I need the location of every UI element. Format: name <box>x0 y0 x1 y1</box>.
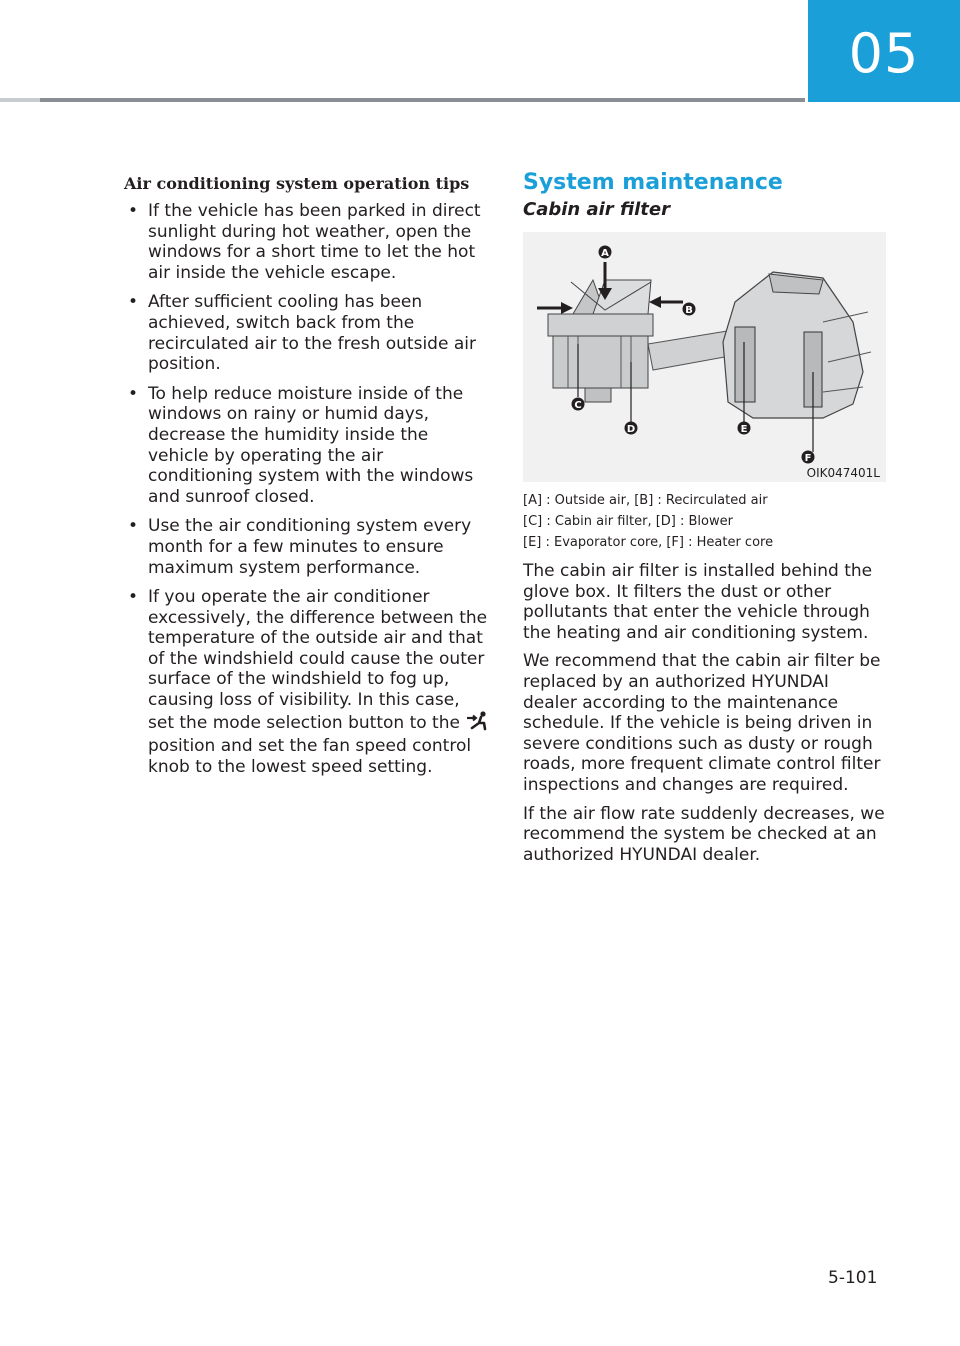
subsection-title: Cabin air filter <box>523 199 670 220</box>
bullet-icon: • <box>128 516 139 537</box>
floor-mode-icon <box>465 711 489 737</box>
paragraph: If the air flow rate suddenly decreases, we recommend the system be checked at an authorized HYUNDAI dealer. <box>523 803 885 865</box>
header-rule <box>0 98 805 102</box>
list-item <box>124 587 490 777</box>
list-item-text: After sufficient cooling has been achieved, switch back from the recirculated air to the fresh outside air position. <box>148 292 476 375</box>
caption-line: [E] : Evaporator core, [F] : Heater core <box>523 535 774 550</box>
list-item-text: To help reduce moisture inside of the windows on rainy or humid days, decrease the humidity inside the vehicle by operating the air conditioning system with the windows and sunroof closed. <box>148 383 474 507</box>
list-item <box>124 201 490 283</box>
bullet-icon: • <box>128 292 139 313</box>
cabin-air-filter-diagram <box>523 232 886 482</box>
bullet-icon: • <box>128 587 139 608</box>
bullet-icon: • <box>128 201 139 221</box>
chapter-tab: 05 <box>808 0 960 102</box>
label-f: F <box>804 453 812 464</box>
bullet-icon: • <box>128 383 139 404</box>
label-b: B <box>685 305 693 316</box>
list-item-text: Use the air conditioning system every month for a few minutes to ensure maximum system performance. <box>148 516 472 578</box>
list-item-text-after-icon: position and set the fan speed control knob to the lowest speed setting. <box>148 736 472 777</box>
list-item-text-before-icon: If you operate the air conditioner excessively, the difference between the temperature of the outside air and that of the windshield could cause the outer surface of the windshield to fog up, causing loss of visibility. In this case, set the mode selection button to the <box>148 587 488 733</box>
tips-heading: Air conditioning system operation tips <box>124 174 470 193</box>
tips-list <box>124 201 490 777</box>
caption-line: [A] : Outside air, [B] : Recirculated air <box>523 493 768 508</box>
paragraph: We recommend that the cabin air filter be replaced by an authorized HYUNDAI dealer according to the maintenance schedule. If the vehicle is being driven in severe conditions such as dusty or rough roads, more frequent climate control filter inspections and changes are required. <box>523 651 881 795</box>
list-item <box>124 292 490 374</box>
list-item <box>124 516 490 578</box>
figure-code: OIK047401L <box>806 466 880 480</box>
paragraph: The cabin air filter is installed behind the glove box. It filters the dust or other pollutants that enter the vehicle through the heating and air conditioning system. <box>523 561 873 643</box>
header-rule-accent <box>0 98 40 102</box>
figure-caption <box>523 490 887 553</box>
section-title: System maintenance <box>523 170 783 195</box>
label-a: A <box>601 248 609 259</box>
diagram-illustration <box>523 232 886 482</box>
label-d: D <box>626 424 636 435</box>
list-item-text: If the vehicle has been parked in direct sunlight during hot weather, open the windows for a short time to let the hot air inside the vehicle escape. <box>148 201 481 283</box>
left-column <box>124 174 490 786</box>
label-e: E <box>740 424 748 435</box>
right-column <box>523 170 887 865</box>
list-item <box>124 384 490 508</box>
caption-line: [C] : Cabin air filter, [D] : Blower <box>523 514 733 529</box>
page-number: 5-101 <box>828 1268 878 1288</box>
label-c: C <box>574 400 582 411</box>
